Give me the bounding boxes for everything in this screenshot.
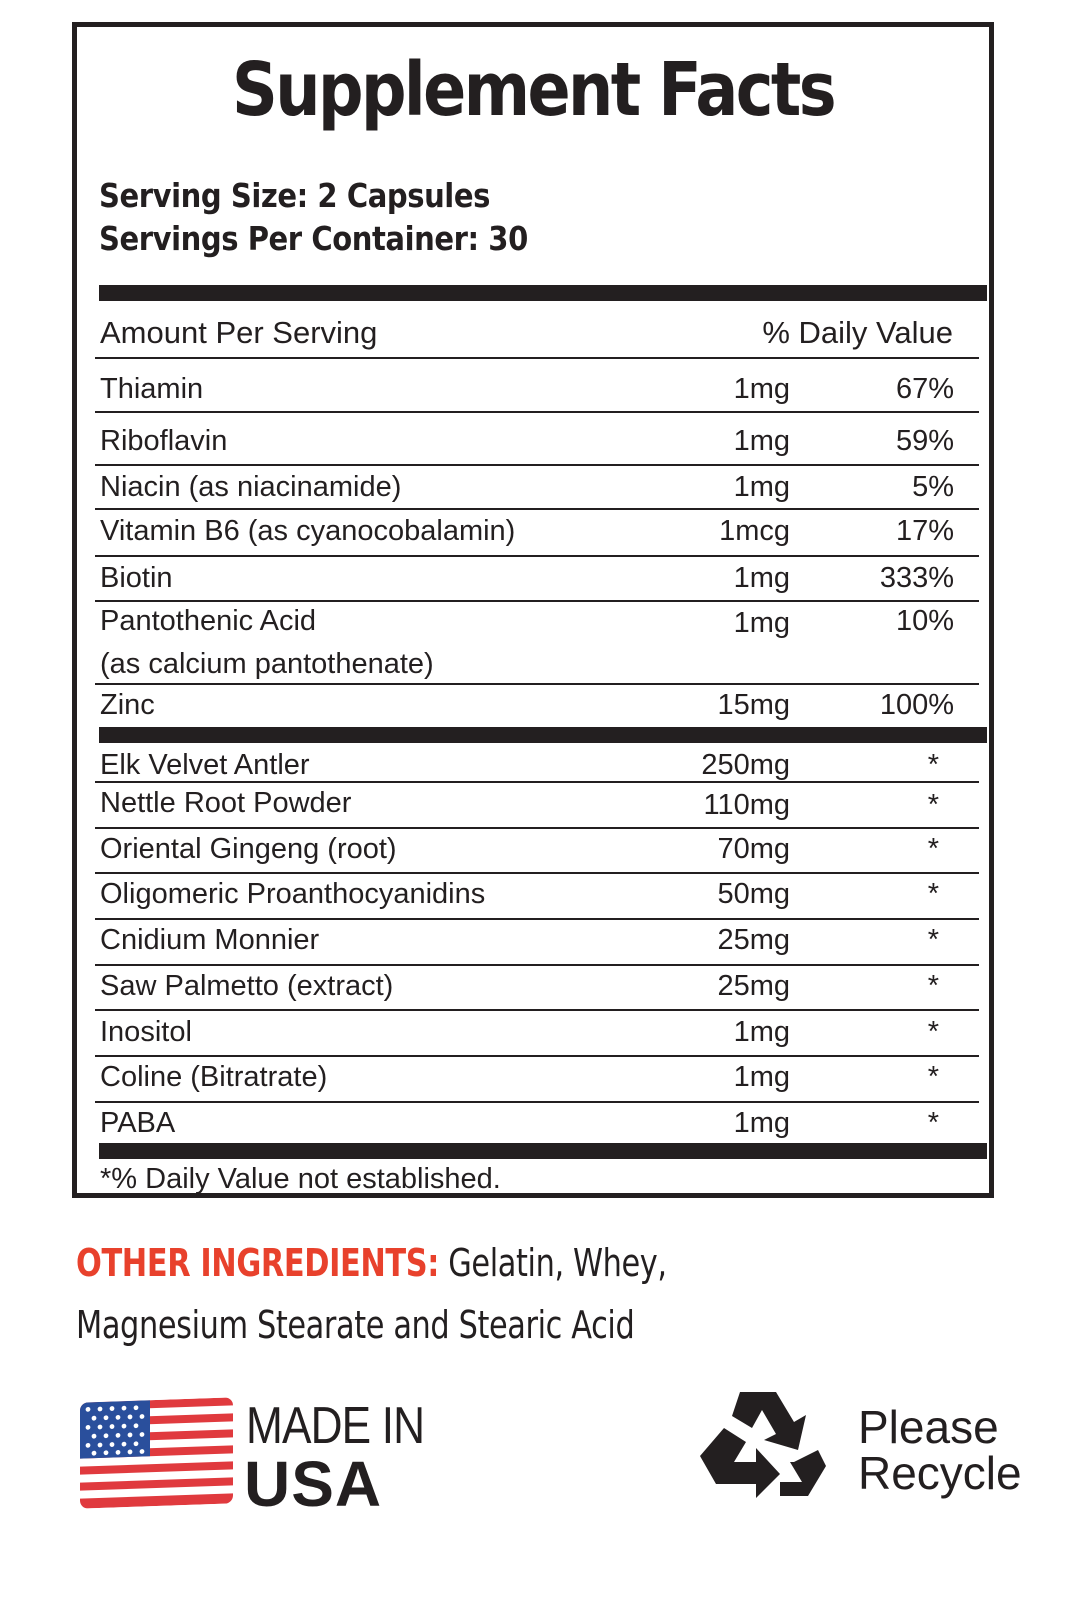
servings-per-container: Servings Per Container: 30 [99,219,528,258]
ingredient-name: Nettle Root Powder [100,787,352,819]
nutrient-name: Niacin (as niacinamide) [100,471,402,503]
divider [95,1009,979,1011]
ingredient-daily-value: * [927,789,939,821]
nutrient-daily-value: 67% [895,373,954,405]
nutrient-daily-value: 10% [895,605,954,637]
ingredient-amount: 1mg [733,1061,790,1093]
nutrient-name: Zinc [100,689,155,721]
nutrient-amount: 1mg [733,607,790,639]
ingredient-daily-value: * [927,1107,939,1139]
serving-size: Serving Size: 2 Capsules [99,176,490,215]
nutrient-daily-value: 17% [895,515,954,547]
ingredient-amount: 250mg [701,749,790,781]
usa-label: USA [244,1448,383,1520]
ingredient-name: Coline (Bitratrate) [100,1061,328,1093]
nutrient-daily-value: 100% [879,689,954,721]
ingredient-name: Oligomeric Proanthocyanidins [100,878,486,910]
ingredient-amount: 25mg [717,970,790,1002]
ingredient-name: PABA [100,1107,176,1139]
nutrient-amount: 1mcg [719,515,790,547]
divider [95,411,979,413]
ingredient-name: Cnidium Monnier [100,924,320,956]
divider [95,357,979,359]
ingredient-daily-value: * [927,1016,939,1048]
nutrient-name: Thiamin [100,373,204,405]
ingredient-name: Oriental Gingeng (root) [100,833,397,865]
divider [95,872,979,874]
ingredient-amount: 1mg [733,1016,790,1048]
ingredient-daily-value: * [927,970,939,1002]
nutrient-name: Pantothenic Acid [100,605,317,637]
nutrient-amount: 1mg [733,471,790,503]
divider [95,555,979,557]
thick-rule-bottom [99,1143,987,1159]
ingredient-amount: 25mg [717,924,790,956]
divider [95,781,979,783]
nutrient-name-detail: (as calcium pantothenate) [100,648,434,680]
nutrient-daily-value: 5% [912,471,954,503]
made-in-label: MADE IN [246,1397,425,1455]
ingredient-name: Elk Velvet Antler [100,749,310,781]
divider [95,464,979,466]
divider [95,964,979,966]
ingredient-name: Inositol [100,1016,192,1048]
recycle-label: Recycle [858,1447,1022,1499]
ingredient-daily-value: * [927,924,939,956]
thick-rule-top [99,285,987,301]
nutrient-amount: 15mg [717,689,790,721]
nutrient-amount: 1mg [733,562,790,594]
ingredient-amount: 110mg [703,789,790,821]
nutrient-amount: 1mg [733,425,790,457]
ingredient-daily-value: * [927,833,939,865]
divider [95,600,979,602]
daily-value-footnote: *% Daily Value not established. [100,1163,501,1195]
divider [95,918,979,920]
nutrient-name: Biotin [100,562,173,594]
recycle-icon [694,1384,830,1514]
ingredient-daily-value: * [927,1061,939,1093]
amount-per-serving-header: Amount Per Serving [100,315,378,350]
supplement-facts-panel [72,22,994,1198]
ingredient-amount: 1mg [733,1107,790,1139]
nutrient-name: Vitamin B6 (as cyanocobalamin) [100,515,516,547]
divider [95,827,979,829]
nutrient-name: Riboflavin [100,425,228,457]
panel-title: Supplement Facts [231,47,835,133]
divider [95,683,979,685]
daily-value-header: % Daily Value [762,315,953,350]
divider [95,508,979,510]
ingredient-daily-value: * [927,749,939,781]
divider [95,1101,979,1103]
nutrient-amount: 1mg [733,373,790,405]
divider [95,1055,979,1057]
please-label: Please [858,1401,999,1453]
thick-rule-middle [99,727,987,743]
ingredient-amount: 70mg [717,833,790,865]
ingredient-daily-value: * [927,878,939,910]
ingredient-amount: 50mg [717,878,790,910]
other-ingredients [76,1232,844,1356]
other-ingredients-label: OTHER INGREDIENTS: [76,1241,440,1285]
usa-flag-icon [80,1397,233,1508]
ingredient-name: Saw Palmetto (extract) [100,970,394,1002]
nutrient-daily-value: 59% [895,425,954,457]
other-ingredients-text: Gelatin, Whey, Magnesium Stearate and Stearic Acid [76,1241,667,1347]
nutrient-daily-value: 333% [879,562,954,594]
